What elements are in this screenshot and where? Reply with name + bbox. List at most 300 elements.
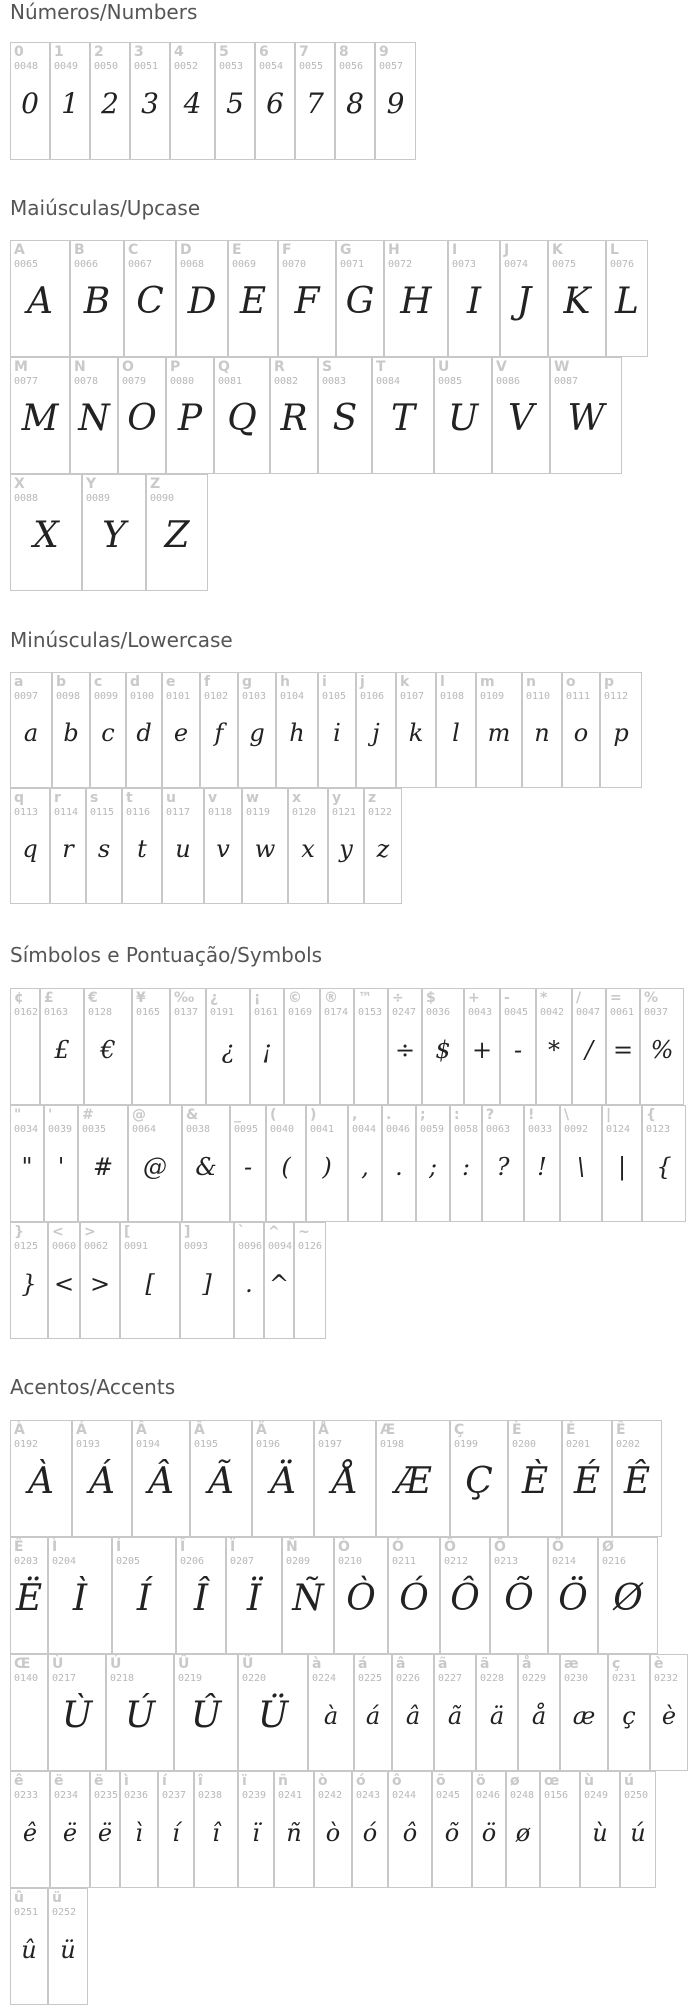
section-title: Acentos/Accents xyxy=(10,1375,176,1399)
glyph-sample: ã xyxy=(447,1702,463,1730)
glyph-character: " xyxy=(14,1107,22,1123)
glyph-sample: W xyxy=(567,398,605,439)
glyph-code: 0102 xyxy=(204,691,229,702)
glyph-character: ‰ xyxy=(174,990,195,1006)
glyph-code: 0088 xyxy=(14,493,39,504)
glyph-cell xyxy=(126,672,162,788)
glyph-character: 4 xyxy=(174,44,184,60)
glyph-cell xyxy=(264,1222,294,1339)
glyph-character: % xyxy=(644,990,659,1006)
glyph-cell xyxy=(48,1537,112,1654)
glyph-sample: ç xyxy=(622,1702,636,1730)
glyph-sample: È xyxy=(521,1461,549,1502)
glyph-cell xyxy=(598,1537,658,1654)
glyph-cell xyxy=(536,988,572,1105)
glyph-cell xyxy=(48,1888,88,2005)
glyph-code: 0099 xyxy=(94,691,119,702)
glyph-cell xyxy=(158,1771,194,1888)
glyph-character: z xyxy=(368,790,377,806)
glyph-cell xyxy=(295,42,335,160)
glyph-sample: æ xyxy=(572,1702,596,1730)
glyph-cell xyxy=(10,788,50,904)
glyph-cell xyxy=(524,1105,560,1222)
glyph-cell xyxy=(10,1222,48,1339)
glyph-sample: U xyxy=(447,398,479,439)
glyph-sample: > xyxy=(89,1270,111,1298)
glyph-sample: Æ xyxy=(394,1461,432,1502)
glyph-code: 0140 xyxy=(14,1673,39,1684)
glyph-code: 0078 xyxy=(74,376,99,387)
glyph-character: a xyxy=(14,674,24,690)
glyph-sample: x xyxy=(301,835,315,863)
glyph-sample: ^ xyxy=(268,1270,290,1298)
glyph-code: 0112 xyxy=(604,691,629,702)
glyph-code: 0086 xyxy=(496,376,521,387)
glyph-code: 0104 xyxy=(280,691,305,702)
glyph-character: ü xyxy=(52,1890,62,1906)
glyph-character: @ xyxy=(132,1107,146,1123)
glyph-code: 0137 xyxy=(174,1007,199,1018)
glyph-cell xyxy=(334,1537,388,1654)
glyph-code: 0085 xyxy=(438,376,463,387)
glyph-sample: Å xyxy=(332,1461,358,1502)
glyph-cell xyxy=(508,1420,562,1537)
glyph-character: y xyxy=(332,790,342,806)
glyph-code: 0033 xyxy=(528,1124,553,1135)
glyph-code: 0062 xyxy=(84,1241,109,1252)
glyph-sample: G xyxy=(345,281,375,322)
glyph-cell xyxy=(550,357,622,474)
glyph-character: ã xyxy=(438,1656,448,1672)
glyph-sample: ê xyxy=(22,1819,38,1847)
glyph-cell xyxy=(10,474,82,591)
glyph-character: 9 xyxy=(379,44,389,60)
glyph-cell xyxy=(560,1654,608,1771)
glyph-cell xyxy=(548,1537,598,1654)
glyph-sample: 4 xyxy=(183,87,202,120)
glyph-code: 0041 xyxy=(310,1124,335,1135)
glyph-sample: V xyxy=(508,398,534,439)
glyph-code: 0051 xyxy=(134,61,159,72)
glyph-code: 0199 xyxy=(454,1439,479,1450)
glyph-sample: Ü xyxy=(257,1695,289,1736)
glyph-code: 0094 xyxy=(268,1241,293,1252)
glyph-code: 0245 xyxy=(436,1790,461,1801)
glyph-cell xyxy=(50,788,86,904)
glyph-code: 0045 xyxy=(504,1007,529,1018)
glyph-character: î xyxy=(198,1773,203,1789)
glyph-code: 0083 xyxy=(322,376,347,387)
glyph-code: 0037 xyxy=(644,1007,669,1018)
glyph-cell xyxy=(548,240,606,357)
glyph-cell xyxy=(522,672,562,788)
glyph-sample: £ xyxy=(54,1036,70,1064)
glyph-character: n xyxy=(526,674,536,690)
glyph-cell xyxy=(204,788,242,904)
glyph-character: 5 xyxy=(219,44,229,60)
glyph-code: 0082 xyxy=(274,376,299,387)
glyph-code: 0242 xyxy=(318,1790,343,1801)
glyph-cell xyxy=(200,672,238,788)
glyph-code: 0064 xyxy=(132,1124,157,1135)
glyph-code: 0106 xyxy=(360,691,385,702)
glyph-character: ì xyxy=(124,1773,129,1789)
glyph-sample: b xyxy=(63,719,79,747)
glyph-cell xyxy=(422,988,464,1105)
glyph-code: 0195 xyxy=(194,1439,219,1450)
glyph-sample: k xyxy=(408,719,424,747)
glyph-character: R xyxy=(274,359,285,375)
glyph-sample: o xyxy=(573,719,589,747)
glyph-character: { xyxy=(646,1107,656,1123)
glyph-cell xyxy=(500,240,548,357)
glyph-character: ¥ xyxy=(136,990,146,1006)
glyph-code: 0040 xyxy=(270,1124,295,1135)
glyph-code: 0203 xyxy=(14,1556,39,1567)
glyph-code: 0059 xyxy=(420,1124,445,1135)
glyph-code: 0249 xyxy=(584,1790,609,1801)
glyph-cell xyxy=(215,42,255,160)
glyph-code: 0197 xyxy=(318,1439,343,1450)
glyph-character: v xyxy=(208,790,218,806)
glyph-code: 0039 xyxy=(48,1124,73,1135)
glyph-code: 0205 xyxy=(116,1556,141,1567)
glyph-character: B xyxy=(74,242,85,258)
glyph-sample: w xyxy=(254,835,276,863)
glyph-character: ù xyxy=(584,1773,594,1789)
glyph-cell xyxy=(170,988,206,1105)
glyph-sample: L xyxy=(615,281,639,322)
glyph-cell xyxy=(10,1888,48,2005)
glyph-cell xyxy=(84,988,132,1105)
glyph-cell xyxy=(190,1420,252,1537)
glyph-sample: ÷ xyxy=(394,1036,416,1064)
glyph-character: o xyxy=(566,674,576,690)
glyph-character: < xyxy=(52,1224,64,1240)
glyph-sample: Ö xyxy=(558,1578,588,1619)
glyph-sample: C xyxy=(136,281,164,322)
glyph-sample: T xyxy=(390,398,415,439)
glyph-character: ? xyxy=(486,1107,495,1123)
glyph-code: 0126 xyxy=(298,1241,323,1252)
glyph-cell xyxy=(354,1654,392,1771)
glyph-cell xyxy=(10,1537,48,1654)
glyph-cell xyxy=(122,788,162,904)
glyph-sample: ; xyxy=(428,1153,438,1181)
glyph-code: 0121 xyxy=(332,807,357,818)
glyph-code: 0081 xyxy=(218,376,243,387)
glyph-character: e xyxy=(166,674,176,690)
glyph-code: 0213 xyxy=(494,1556,519,1567)
glyph-character: Ç xyxy=(454,1422,465,1438)
glyph-code: 0235 xyxy=(94,1790,119,1801)
glyph-character: X xyxy=(14,476,25,492)
glyph-cell xyxy=(90,672,126,788)
glyph-code: 0056 xyxy=(339,61,364,72)
glyph-character: ] xyxy=(184,1224,191,1240)
glyph-character: E xyxy=(232,242,242,258)
glyph-cell xyxy=(392,1654,434,1771)
glyph-character: û xyxy=(14,1890,24,1906)
glyph-sample: Ù xyxy=(61,1695,93,1736)
glyph-code: 0233 xyxy=(14,1790,39,1801)
glyph-sample: à xyxy=(323,1702,339,1730)
glyph-cell xyxy=(238,672,276,788)
glyph-code: 0061 xyxy=(610,1007,635,1018)
glyph-sample: Ë xyxy=(15,1578,43,1619)
glyph-sample: Ã xyxy=(208,1461,234,1502)
glyph-cell xyxy=(335,42,375,160)
glyph-cell xyxy=(274,1771,314,1888)
glyph-sample: û xyxy=(21,1936,37,1964)
glyph-code: 0122 xyxy=(368,807,393,818)
glyph-character: = xyxy=(610,990,622,1006)
glyph-sample: P xyxy=(177,398,203,439)
glyph-character: ä xyxy=(480,1656,490,1672)
glyph-cell xyxy=(106,1654,174,1771)
glyph-code: 0035 xyxy=(82,1124,107,1135)
glyph-cell xyxy=(180,1222,234,1339)
glyph-character: } xyxy=(14,1224,24,1240)
glyph-character: Ô xyxy=(444,1539,456,1555)
glyph-cell xyxy=(376,1420,450,1537)
glyph-character: Î xyxy=(180,1539,186,1555)
glyph-cell xyxy=(182,1105,230,1222)
glyph-cell xyxy=(388,1537,440,1654)
glyph-sample: D xyxy=(187,281,217,322)
glyph-character: \ xyxy=(564,1107,570,1123)
glyph-character: ê xyxy=(14,1773,24,1789)
glyph-character: Û xyxy=(178,1656,190,1672)
glyph-cell xyxy=(388,1771,432,1888)
glyph-character: l xyxy=(440,674,445,690)
glyph-cell xyxy=(118,357,166,474)
glyph-sample: ? xyxy=(496,1153,510,1181)
glyph-character: x xyxy=(292,790,302,806)
glyph-cell xyxy=(70,240,124,357)
glyph-cell xyxy=(270,357,318,474)
glyph-code: 0042 xyxy=(540,1007,565,1018)
glyph-cell xyxy=(255,42,295,160)
glyph-cell xyxy=(314,1771,352,1888)
glyph-cell xyxy=(476,1654,518,1771)
glyph-cell xyxy=(506,1771,540,1888)
glyph-cell xyxy=(318,672,356,788)
glyph-character: 2 xyxy=(94,44,104,60)
glyph-character: * xyxy=(540,990,548,1006)
glyph-cell xyxy=(166,357,214,474)
glyph-sample: Õ xyxy=(504,1578,534,1619)
glyph-code: 0162 xyxy=(14,1007,39,1018)
glyph-character: ö xyxy=(476,1773,486,1789)
glyph-character: à xyxy=(312,1656,322,1672)
glyph-sample: ü xyxy=(60,1936,76,1964)
glyph-cell xyxy=(434,357,492,474)
glyph-cell xyxy=(606,988,640,1105)
glyph-cell xyxy=(266,1105,306,1222)
glyph-character: Ñ xyxy=(286,1539,298,1555)
glyph-character: i xyxy=(322,674,327,690)
glyph-cell xyxy=(174,1654,238,1771)
glyph-sample: 6 xyxy=(266,87,284,120)
glyph-code: 0048 xyxy=(14,61,39,72)
glyph-sample: / xyxy=(584,1036,594,1064)
glyph-character: c xyxy=(94,674,103,690)
glyph-character: r xyxy=(54,790,61,806)
glyph-code: 0109 xyxy=(480,691,505,702)
glyph-cell xyxy=(86,788,122,904)
glyph-code: 0060 xyxy=(52,1241,77,1252)
glyph-cell xyxy=(282,1537,334,1654)
glyph-character: ¢ xyxy=(14,990,24,1006)
glyph-cell xyxy=(416,1105,450,1222)
glyph-code: 0163 xyxy=(44,1007,69,1018)
glyph-cell xyxy=(580,1771,620,1888)
glyph-code: 0200 xyxy=(512,1439,537,1450)
glyph-code: 0252 xyxy=(52,1907,77,1918)
glyph-character: ò xyxy=(318,1773,328,1789)
glyph-code: 0123 xyxy=(646,1124,671,1135)
glyph-code: 0217 xyxy=(52,1673,77,1684)
glyph-code: 0247 xyxy=(392,1007,417,1018)
glyph-cell xyxy=(80,1222,120,1339)
glyph-code: 0093 xyxy=(184,1241,209,1252)
glyph-cell xyxy=(226,1537,282,1654)
glyph-cell xyxy=(252,1420,314,1537)
glyph-code: 0034 xyxy=(14,1124,39,1135)
glyph-code: 0220 xyxy=(242,1673,267,1684)
glyph-cell xyxy=(10,1105,44,1222)
glyph-sample: f xyxy=(214,719,224,747)
glyph-code: 0063 xyxy=(486,1124,511,1135)
glyph-character: Ø xyxy=(602,1539,614,1555)
glyph-code: 0049 xyxy=(54,61,79,72)
glyph-character: è xyxy=(654,1656,664,1672)
glyph-character: ( xyxy=(270,1107,277,1123)
glyph-sample: Ú xyxy=(124,1695,156,1736)
glyph-character: . xyxy=(386,1107,392,1123)
glyph-code: 0036 xyxy=(426,1007,451,1018)
glyph-sample: " xyxy=(21,1153,33,1181)
glyph-code: 0047 xyxy=(576,1007,601,1018)
glyph-cell xyxy=(372,357,434,474)
glyph-character: C xyxy=(128,242,139,258)
glyph-cell xyxy=(162,672,200,788)
glyph-code: 0193 xyxy=(76,1439,101,1450)
glyph-character: P xyxy=(170,359,181,375)
glyph-cell xyxy=(518,1654,560,1771)
glyph-cell xyxy=(120,1222,180,1339)
glyph-sample: , xyxy=(361,1153,369,1181)
section-title: Maiúsculas/Upcase xyxy=(10,196,201,220)
glyph-character: Ú xyxy=(110,1656,122,1672)
glyph-cell xyxy=(44,1105,78,1222)
glyph-sample: ) xyxy=(322,1153,332,1181)
glyph-character: + xyxy=(468,990,480,1006)
glyph-sample: [ xyxy=(145,1270,155,1298)
glyph-sample: g xyxy=(249,719,265,747)
glyph-sample: m xyxy=(487,719,511,747)
glyph-cell xyxy=(10,672,52,788)
glyph-code: 0239 xyxy=(242,1790,267,1801)
glyph-code: 0073 xyxy=(452,259,477,270)
glyph-character: N xyxy=(74,359,86,375)
glyph-cell xyxy=(640,988,684,1105)
glyph-character: ú xyxy=(624,1773,634,1789)
glyph-cell xyxy=(382,1105,416,1222)
glyph-code: 0068 xyxy=(180,259,205,270)
glyph-sample: : xyxy=(461,1153,471,1181)
glyph-code: 0206 xyxy=(180,1556,205,1567)
glyph-sample: Y xyxy=(102,515,126,556)
section-title: Minúsculas/Lowercase xyxy=(10,628,233,652)
glyph-cell xyxy=(132,1420,190,1537)
glyph-sample: ñ xyxy=(286,1819,302,1847)
glyph-character: s xyxy=(90,790,99,806)
glyph-character: ô xyxy=(392,1773,402,1789)
glyph-code: 0090 xyxy=(150,493,175,504)
glyph-code: 0076 xyxy=(610,259,635,270)
glyph-character: ! xyxy=(528,1107,535,1123)
glyph-code: 0089 xyxy=(86,493,111,504)
glyph-code: 0058 xyxy=(454,1124,479,1135)
glyph-sample: - xyxy=(513,1036,523,1064)
glyph-sample: ! xyxy=(537,1153,547,1181)
glyph-character: Ä xyxy=(256,1422,267,1438)
glyph-sample: N xyxy=(78,398,110,439)
glyph-cell xyxy=(434,1654,476,1771)
glyph-sample: t xyxy=(137,835,147,863)
glyph-cell xyxy=(276,672,318,788)
glyph-code: 0084 xyxy=(376,376,401,387)
glyph-character: æ xyxy=(564,1656,579,1672)
glyph-sample: l xyxy=(452,719,460,747)
glyph-cell xyxy=(606,240,648,357)
glyph-character: G xyxy=(340,242,352,258)
glyph-character: È xyxy=(512,1422,522,1438)
glyph-sample: Ò xyxy=(346,1578,376,1619)
glyph-sample: ' xyxy=(57,1153,65,1181)
glyph-character: F xyxy=(282,242,292,258)
glyph-code: 0232 xyxy=(654,1673,679,1684)
glyph-character: Œ xyxy=(14,1656,31,1672)
glyph-sample: n xyxy=(534,719,550,747)
glyph-character: Ò xyxy=(338,1539,350,1555)
glyph-sample: Â xyxy=(148,1461,174,1502)
glyph-code: 0050 xyxy=(94,61,119,72)
glyph-cell xyxy=(320,988,354,1105)
glyph-code: 0103 xyxy=(242,691,267,702)
glyph-sample: 0 xyxy=(21,87,39,120)
glyph-sample: Ì xyxy=(72,1578,88,1619)
glyph-sample: ø xyxy=(515,1819,531,1847)
glyph-sample: ë xyxy=(97,1819,113,1847)
glyph-code: 0066 xyxy=(74,259,99,270)
glyph-cell xyxy=(50,42,90,160)
glyph-cell xyxy=(476,672,522,788)
glyph-sample: s xyxy=(97,835,111,863)
glyph-code: 0054 xyxy=(259,61,284,72)
glyph-cell xyxy=(124,240,176,357)
glyph-cell xyxy=(356,672,396,788)
glyph-cell xyxy=(608,1654,650,1771)
glyph-sample: E xyxy=(239,281,267,322)
glyph-code: 0218 xyxy=(110,1673,135,1684)
glyph-character: / xyxy=(576,990,582,1006)
glyph-character: w xyxy=(246,790,259,806)
glyph-code: 0231 xyxy=(612,1673,637,1684)
glyph-character: h xyxy=(280,674,290,690)
